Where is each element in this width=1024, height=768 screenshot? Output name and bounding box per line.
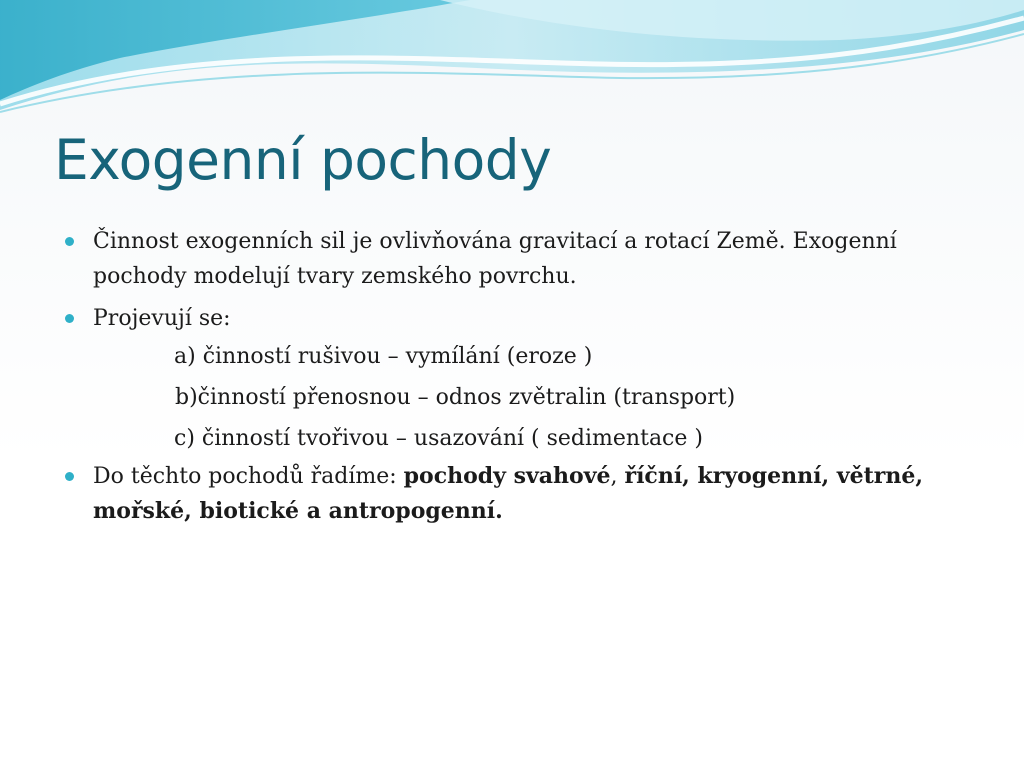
bullet-text: Činnost exogenních sil je ovlivňována gravitací a rotací Země. Exogenní pochody modelují tvary zemského povrchu.: [93, 229, 897, 289]
separator: ,: [610, 464, 625, 489]
bullet-text: [93, 459, 984, 529]
bullet-item: [64, 459, 984, 529]
sub-item: b)činností přenosnou – odnos zvětralin (transport): [175, 385, 736, 410]
bullet-text: Projevují se:: [93, 306, 231, 331]
bullet-item: [64, 301, 984, 336]
sub-item: c) činností tvořivou – usazování ( sedimentace ): [174, 426, 703, 451]
bullet-text-prefix: Do těchto pochodů řadíme:: [93, 464, 404, 489]
bold-term-list: říční, kryogenní, větrné, mořské, biotické a antropogenní.: [93, 463, 924, 524]
bold-term: pochody svahové: [403, 463, 611, 489]
slide-title: Exogenní pochody: [54, 128, 552, 192]
bullet-dot-icon: [65, 314, 74, 323]
bullet-item: [64, 224, 984, 294]
bullet-dot-icon: [65, 237, 74, 246]
sub-item: a) činností rušivou – vymílání (eroze ): [174, 344, 593, 369]
header-wave-decoration: [0, 0, 1024, 130]
slide-body: [64, 224, 984, 529]
bullet-dot-icon: [65, 472, 74, 481]
